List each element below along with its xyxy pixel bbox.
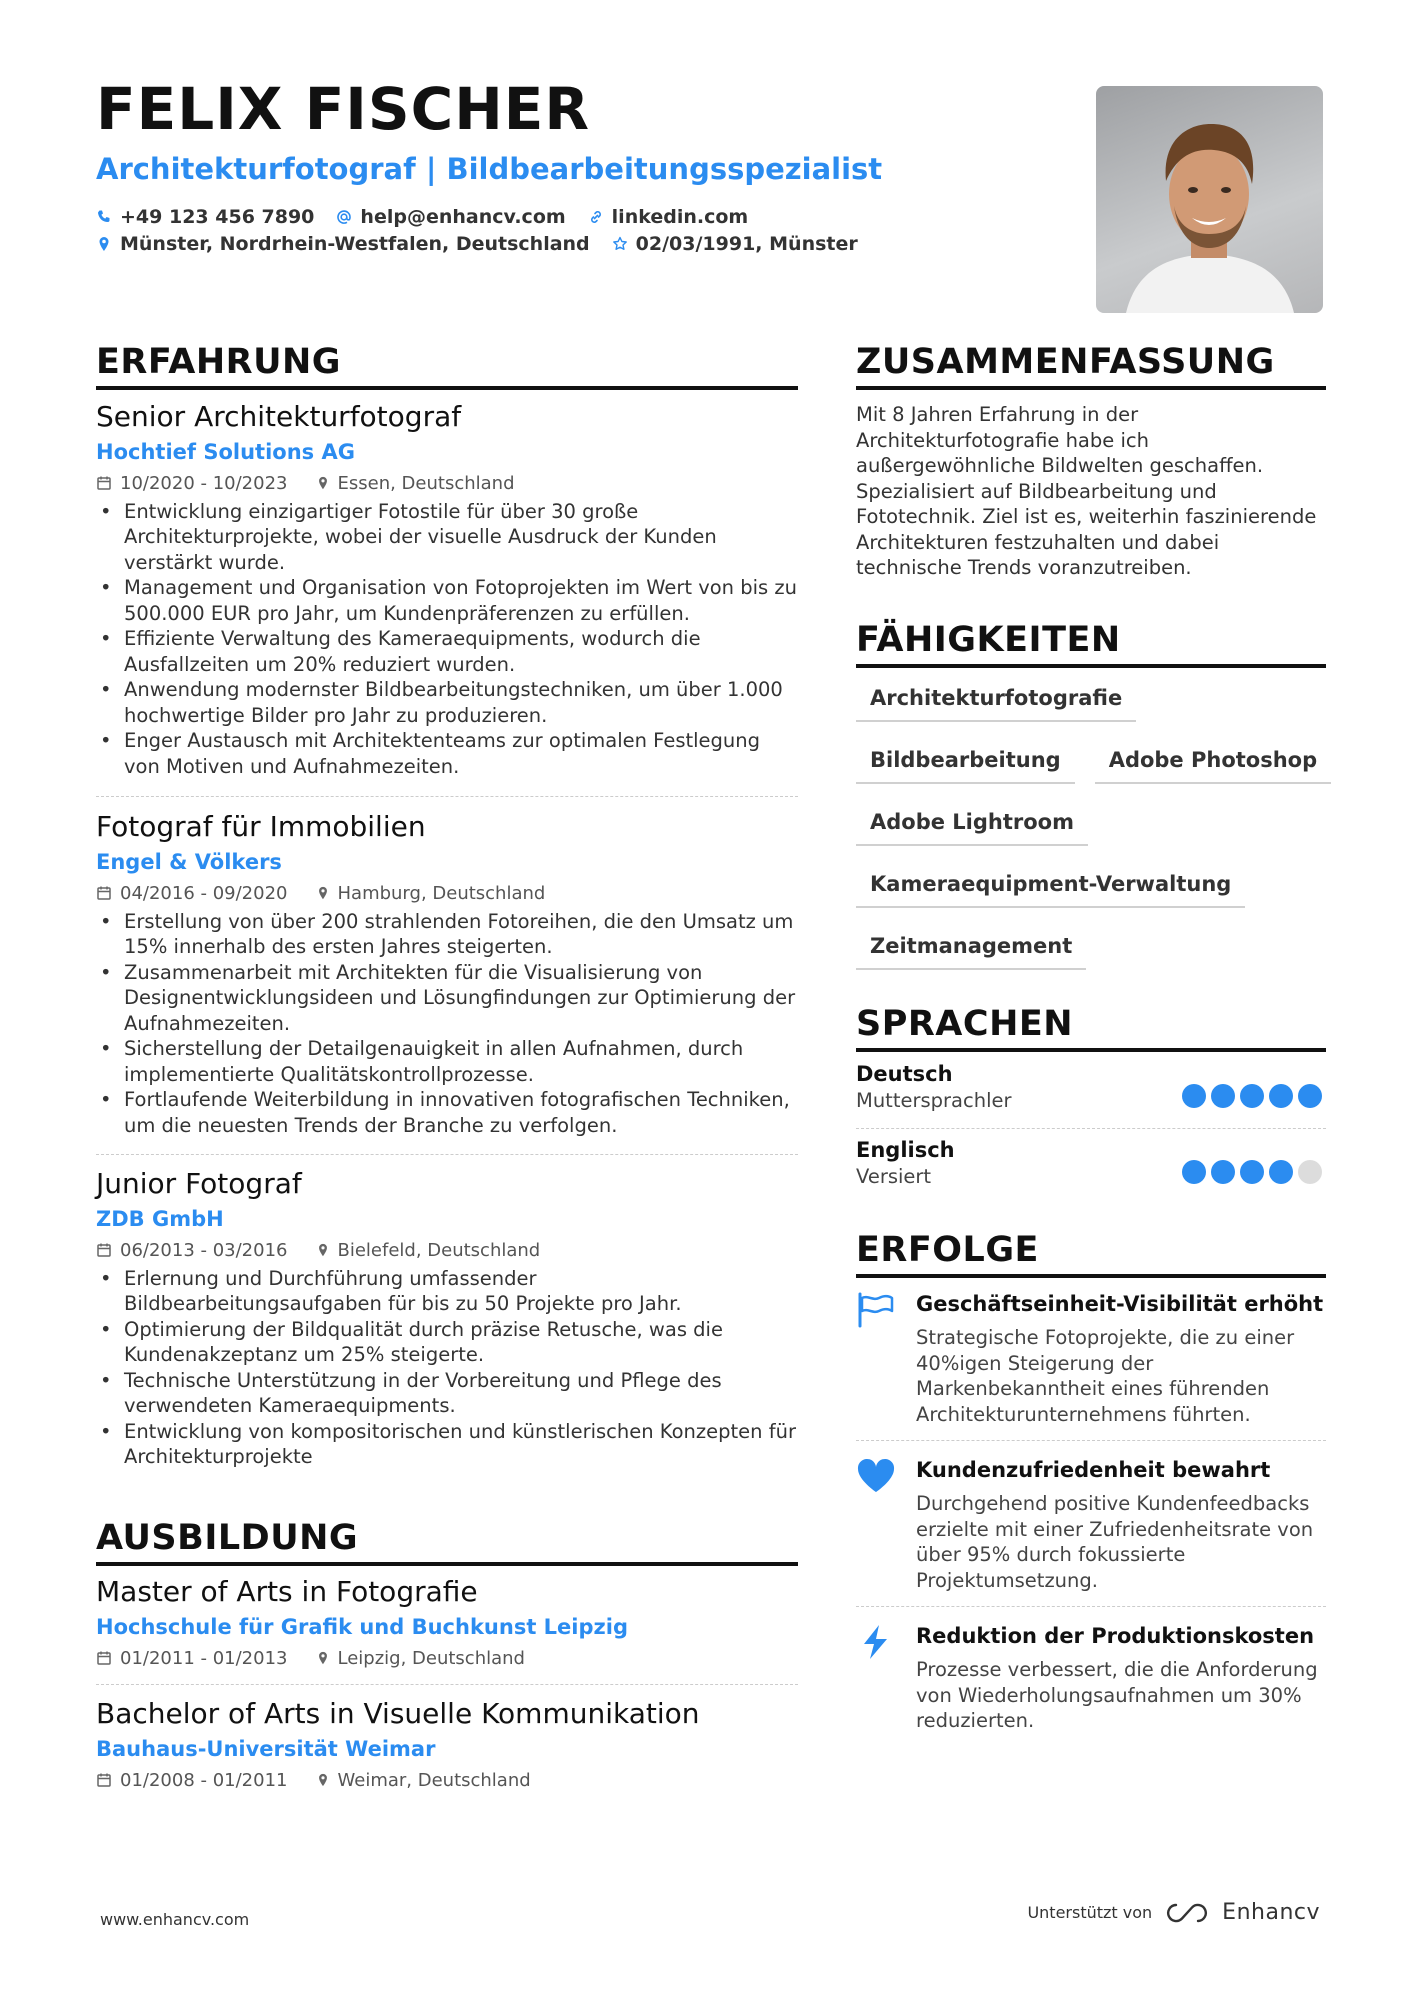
rating-dot bbox=[1211, 1084, 1235, 1108]
phone-icon bbox=[96, 209, 112, 225]
location-pin-icon bbox=[316, 475, 330, 491]
location-text: Münster, Nordrhein-Westfalen, Deutschland bbox=[120, 233, 590, 255]
rating-dot bbox=[1269, 1084, 1293, 1108]
job-entry bbox=[96, 1167, 798, 1470]
calendar-icon bbox=[96, 885, 112, 901]
job-meta bbox=[96, 473, 798, 494]
job-title: Senior Architekturfotograf bbox=[96, 400, 462, 433]
job-bullets bbox=[96, 499, 798, 780]
language-rating bbox=[1182, 1160, 1322, 1184]
achievement-title: Reduktion der Produktionskosten bbox=[916, 1624, 1315, 1648]
job-meta bbox=[96, 1240, 798, 1261]
entry-divider bbox=[856, 1128, 1326, 1129]
birth-text: 02/03/1991, Münster bbox=[635, 233, 858, 255]
job-bullet: • Anwendung modernster Bildbearbeitungstechniken, um über 1.000 hochwertige Bilder pro Jahr zu produzieren. bbox=[96, 677, 798, 728]
education-dates-text: 01/2011 - 01/2013 bbox=[120, 1647, 288, 1669]
birth-item bbox=[612, 233, 858, 255]
job-bullet: • Zusammenarbeit mit Architekten für die Visualisierung von Designentwicklungsideen und Lösungfindungen zur Optimierung der Aufnahmezeiten. bbox=[96, 960, 798, 1037]
job-bullet: • Management und Organisation von Fotoprojekten im Wert von bis zu 500.000 EUR pro Jahr, um Kundenpräferenzen zu erfüllen. bbox=[96, 575, 798, 626]
degree-title: Master of Arts in Fotografie bbox=[96, 1575, 478, 1608]
job-dates bbox=[96, 473, 288, 494]
experience-heading: ERFAHRUNG bbox=[96, 342, 342, 382]
education-location bbox=[316, 1648, 525, 1669]
job-bullets bbox=[96, 909, 798, 1139]
location-pin-icon bbox=[316, 1650, 330, 1666]
education-location-text: Leipzig, Deutschland bbox=[337, 1647, 525, 1669]
flag-icon bbox=[856, 1292, 896, 1328]
skills-row bbox=[856, 680, 1326, 722]
education-meta bbox=[96, 1648, 798, 1669]
job-company: ZDB GmbH bbox=[96, 1206, 224, 1231]
achievements-heading: ERFOLGE bbox=[856, 1230, 1039, 1270]
calendar-icon bbox=[96, 1650, 112, 1666]
calendar-icon bbox=[96, 1242, 112, 1258]
location-pin-icon bbox=[96, 236, 112, 252]
skill-tag: Kameraequipment-Verwaltung bbox=[856, 866, 1245, 908]
job-title: Junior Fotograf bbox=[96, 1167, 302, 1200]
achievement-entry bbox=[856, 1458, 1326, 1593]
job-company: Engel & Völkers bbox=[96, 849, 282, 874]
skills-list bbox=[856, 680, 1326, 990]
job-dates bbox=[96, 883, 288, 904]
skills-rule bbox=[856, 664, 1326, 668]
languages-heading: SPRACHEN bbox=[856, 1004, 1074, 1044]
language-level: Muttersprachler bbox=[856, 1089, 1012, 1112]
phone-text: +49 123 456 7890 bbox=[120, 206, 315, 228]
job-location bbox=[316, 473, 515, 494]
job-bullet: • Effiziente Verwaltung des Kameraequipments, wodurch die Ausfallzeiten um 20% reduziert wurden. bbox=[96, 626, 798, 677]
language-name: Deutsch bbox=[856, 1062, 953, 1086]
job-location bbox=[316, 883, 546, 904]
job-entry bbox=[96, 810, 798, 1138]
achievements-rule bbox=[856, 1274, 1326, 1278]
education-dates bbox=[96, 1648, 288, 1669]
achievement-title: Kundenzufriedenheit bewahrt bbox=[916, 1458, 1271, 1482]
job-bullet: • Optimierung der Bildqualität durch präzise Retusche, was die Kundenakzeptanz um 25% steigerte. bbox=[96, 1317, 798, 1368]
rating-dot bbox=[1182, 1084, 1206, 1108]
entry-divider bbox=[856, 1440, 1326, 1441]
heart-icon bbox=[856, 1458, 896, 1494]
linkedin-text: linkedin.com bbox=[611, 206, 749, 228]
profile-photo bbox=[1096, 86, 1323, 313]
job-dates-text: 06/2013 - 03/2016 bbox=[120, 1239, 288, 1261]
skills-row bbox=[856, 804, 1326, 846]
entry-divider bbox=[96, 1684, 798, 1685]
achievement-entry bbox=[856, 1624, 1326, 1734]
rating-dot bbox=[1298, 1160, 1322, 1184]
education-location bbox=[316, 1770, 531, 1791]
education-heading: AUSBILDUNG bbox=[96, 1518, 359, 1558]
calendar-icon bbox=[96, 1772, 112, 1788]
enhancv-logo-icon bbox=[1164, 1901, 1210, 1925]
job-dates-text: 10/2020 - 10/2023 bbox=[120, 472, 288, 494]
footer-website[interactable]: www.enhancv.com bbox=[100, 1910, 250, 1929]
footer-branding bbox=[1027, 1900, 1320, 1925]
rating-dot bbox=[1182, 1160, 1206, 1184]
location-pin-icon bbox=[316, 885, 330, 901]
location-item bbox=[96, 233, 590, 255]
rating-dot bbox=[1240, 1084, 1264, 1108]
language-entry bbox=[856, 1062, 1326, 1128]
job-bullet: • Erlernung und Durchführung umfassender Bildbearbeitungsaufgaben für bis zu 50 Projekte pro Jahr. bbox=[96, 1266, 798, 1317]
language-level: Versiert bbox=[856, 1165, 932, 1188]
entry-divider bbox=[856, 1606, 1326, 1607]
job-location bbox=[316, 1240, 541, 1261]
job-entry bbox=[96, 400, 798, 779]
phone-item bbox=[96, 206, 314, 228]
job-bullet: • Erstellung von über 200 strahlenden Fotoreihen, die den Umsatz um 15% innerhalb des ersten Jahres steigerten. bbox=[96, 909, 798, 960]
location-pin-icon bbox=[316, 1242, 330, 1258]
language-rating bbox=[1182, 1084, 1322, 1108]
rating-dot bbox=[1269, 1160, 1293, 1184]
language-entry bbox=[856, 1138, 1326, 1204]
job-title: Fotograf für Immobilien bbox=[96, 810, 426, 843]
job-bullet: • Entwicklung von kompositorischen und künstlerischen Konzepten für Architekturprojekte bbox=[96, 1419, 798, 1470]
location-pin-icon bbox=[316, 1772, 330, 1788]
job-company: Hochtief Solutions AG bbox=[96, 439, 355, 464]
calendar-icon bbox=[96, 475, 112, 491]
education-entry bbox=[96, 1697, 798, 1791]
skills-row bbox=[856, 866, 1326, 908]
achievement-entry bbox=[856, 1292, 1326, 1427]
candidate-name: FELIX FISCHER bbox=[96, 75, 591, 143]
job-bullet: • Technische Unterstützung in der Vorbereitung und Pflege des verwendeten Kameraequipments. bbox=[96, 1368, 798, 1419]
skill-tag: Adobe Lightroom bbox=[856, 804, 1088, 846]
job-location-text: Essen, Deutschland bbox=[337, 472, 515, 494]
school-name: Bauhaus-Universität Weimar bbox=[96, 1736, 436, 1761]
job-dates-text: 04/2016 - 09/2020 bbox=[120, 882, 288, 904]
skill-tag: Adobe Photoshop bbox=[1095, 742, 1331, 784]
education-rule bbox=[96, 1562, 798, 1566]
degree-title: Bachelor of Arts in Visuelle Kommunikation bbox=[96, 1697, 700, 1730]
skill-tag: Bildbearbeitung bbox=[856, 742, 1075, 784]
skill-tag: Zeitmanagement bbox=[856, 928, 1086, 970]
entry-divider bbox=[96, 796, 798, 797]
education-entry bbox=[96, 1575, 798, 1669]
candidate-title: Architekturfotograf | Bildbearbeitungsspezialist bbox=[96, 152, 883, 186]
achievement-desc: Strategische Fotoprojekte, die zu einer 40%igen Steigerung der Markenbekanntheit eines führenden Architekturunternehmens führten. bbox=[916, 1326, 1295, 1426]
contact-row-2 bbox=[96, 233, 858, 255]
contact-row-1 bbox=[96, 206, 748, 228]
education-dates-text: 01/2008 - 01/2011 bbox=[120, 1769, 288, 1791]
job-dates bbox=[96, 1240, 288, 1261]
language-name: Englisch bbox=[856, 1138, 955, 1162]
skills-heading: FÄHIGKEITEN bbox=[856, 620, 1121, 660]
summary-text: Mit 8 Jahren Erfahrung in der Architekturfotografie habe ich außergewöhnliche Bildwelten geschaffen. Spezialisiert auf Bildbearbeitung und Fototechnik. Ziel ist es, weiterhin faszinierende Architekturen festzuhalten und dabei technische Trends voranzutreiben. bbox=[856, 403, 1317, 579]
at-icon bbox=[336, 209, 352, 225]
job-bullet: • Entwicklung einzigartiger Fotostile für über 30 große Architekturprojekte, wobei der visuelle Ausdruck der Kunden verstärkt wurde. bbox=[96, 499, 798, 576]
summary-rule bbox=[856, 386, 1326, 390]
email-item[interactable] bbox=[336, 206, 565, 228]
education-meta bbox=[96, 1770, 798, 1791]
job-bullet: • Sicherstellung der Detailgenauigkeit in allen Aufnahmen, durch implementierte Qualitätskontrollprozesse. bbox=[96, 1036, 798, 1087]
achievement-desc: Prozesse verbessert, die die Anforderung von Wiederholungsaufnahmen um 30% reduzierten. bbox=[916, 1658, 1318, 1732]
link-icon bbox=[588, 209, 604, 225]
achievement-desc: Durchgehend positive Kundenfeedbacks erzielte mit einer Zufriedenheitsrate von über 95% durch fokussierte Projektumsetzung. bbox=[916, 1492, 1314, 1592]
rating-dot bbox=[1298, 1084, 1322, 1108]
job-location-text: Bielefeld, Deutschland bbox=[337, 1239, 541, 1261]
summary-heading: ZUSAMMENFASSUNG bbox=[856, 342, 1275, 382]
star-icon bbox=[612, 236, 628, 252]
email-text: help@enhancv.com bbox=[360, 206, 566, 228]
rating-dot bbox=[1211, 1160, 1235, 1184]
school-name: Hochschule für Grafik und Buchkunst Leipzig bbox=[96, 1614, 628, 1639]
rating-dot bbox=[1240, 1160, 1264, 1184]
education-dates bbox=[96, 1770, 288, 1791]
linkedin-item[interactable] bbox=[588, 206, 749, 228]
job-bullet: • Fortlaufende Weiterbildung in innovativen fotografischen Techniken, um die neuesten Trends der Branche zu verfolgen. bbox=[96, 1087, 798, 1138]
job-meta bbox=[96, 883, 798, 904]
job-location-text: Hamburg, Deutschland bbox=[337, 882, 546, 904]
job-bullet: • Enger Austausch mit Architektenteams zur optimalen Festlegung von Motiven und Aufnahmezeiten. bbox=[96, 728, 798, 779]
powered-by-text: Unterstützt von bbox=[1027, 1903, 1153, 1922]
entry-divider bbox=[96, 1154, 798, 1155]
portrait-illustration bbox=[1096, 86, 1323, 313]
skill-tag: Architekturfotografie bbox=[856, 680, 1136, 722]
achievement-title: Geschäftseinheit-Visibilität erhöht bbox=[916, 1292, 1324, 1316]
lightning-icon bbox=[856, 1624, 896, 1660]
skills-row bbox=[856, 742, 1326, 784]
skills-row bbox=[856, 928, 1326, 970]
job-bullets bbox=[96, 1266, 798, 1470]
experience-rule bbox=[96, 386, 798, 390]
education-location-text: Weimar, Deutschland bbox=[337, 1769, 531, 1791]
brand-name: Enhancv bbox=[1222, 1900, 1320, 1925]
languages-rule bbox=[856, 1048, 1326, 1052]
